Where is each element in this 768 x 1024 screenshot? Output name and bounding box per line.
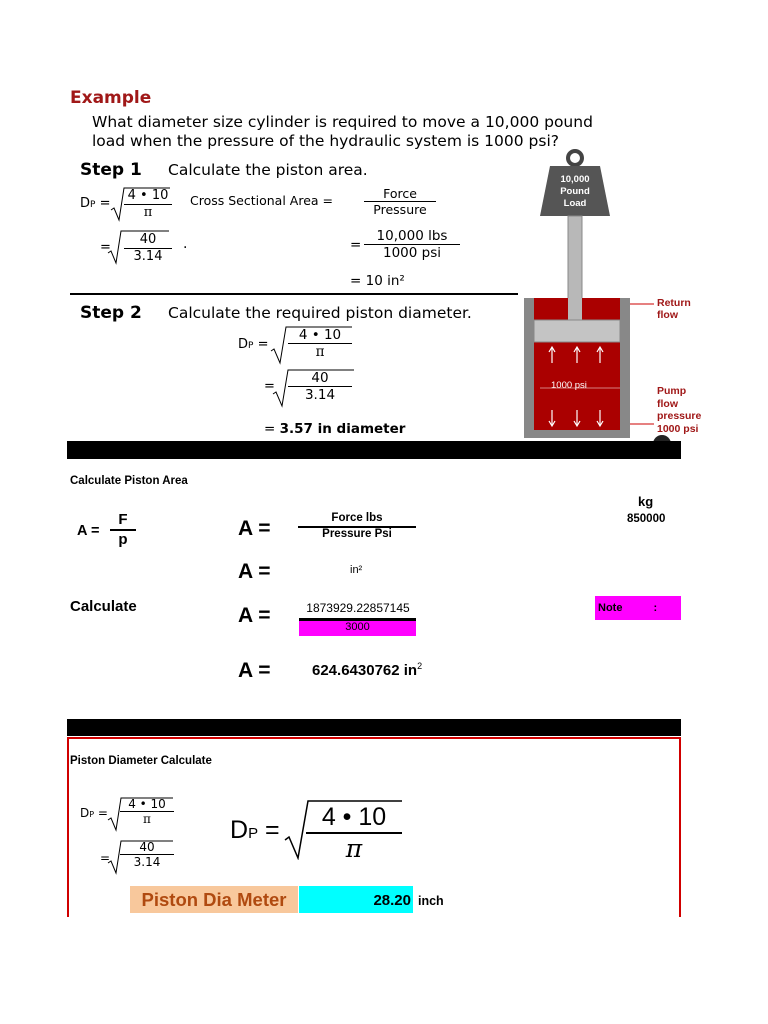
- equals-sign: =: [350, 237, 362, 253]
- return-flow-label: Return flow: [657, 297, 691, 321]
- load-label: 10,000 Pound Load: [560, 174, 590, 209]
- area-formula: A =: [77, 523, 100, 539]
- calculate-label: Calculate: [70, 598, 137, 615]
- pump-flow-label: Pump flow pressure 1000 psi: [657, 385, 702, 435]
- dp-formula-step2: DP =: [238, 337, 269, 352]
- question-line-2: load when the pressure of the hydraulic system is 1000 psi?: [92, 132, 559, 150]
- area-section-title: Calculate Piston Area: [70, 475, 188, 487]
- calc-denominator[interactable]: 3000: [299, 621, 416, 636]
- f-over-p-fraction: $\frac{F}{p}$: [110, 511, 136, 549]
- inner-pressure-label: 1000 psi: [551, 380, 587, 391]
- force-pressure-fraction: Force Pressure: [364, 186, 436, 217]
- step2-label: Step 2: [80, 303, 142, 323]
- fraction-4x10-pi: $\frac{4 • 10}{\pi}$: [288, 327, 352, 360]
- example-heading: Example: [70, 88, 152, 108]
- fraction-4x10-pi: $\frac{4 • 10}{\pi}$: [124, 188, 172, 220]
- step2-text: Calculate the required piston diameter.: [168, 304, 472, 322]
- fraction-40-314: $\frac{40}{3.14}$: [120, 840, 174, 870]
- fraction-40-314: $\frac{40}{3.14}$: [124, 232, 172, 264]
- section-divider-bar-2: [67, 719, 681, 736]
- dp-subscript: P: [90, 200, 96, 210]
- a-equals-3: A =: [238, 604, 271, 627]
- diameter-section-title: Piston Diameter Calculate: [70, 755, 212, 767]
- a-equals-2: A =: [238, 560, 271, 583]
- area-result-value: 624.6430762 $in^2$: [312, 661, 423, 679]
- a-equals-4: A =: [238, 659, 271, 682]
- fraction-4x10-pi-large: $\frac{4 • 10}{\pi}$: [306, 802, 402, 864]
- lbs-psi-fraction: 10,000 lbs 1000 psi: [364, 228, 460, 261]
- question-line-1: What diameter size cylinder is required to move a 10,000 pound: [92, 113, 593, 131]
- diameter-result: = 3.57 in diameter: [264, 421, 406, 437]
- section-divider-bar: [67, 441, 681, 459]
- unit-kg: kg: [638, 494, 654, 509]
- equals-sign: =: [100, 240, 111, 255]
- kg-value[interactable]: 850000: [627, 513, 666, 525]
- unit-in2: in²: [350, 564, 363, 576]
- dp-formula-large: DP =: [230, 816, 280, 844]
- csa-label: Cross Sectional Area =: [190, 193, 334, 208]
- dp-symbol: D: [80, 196, 91, 211]
- force-pressure-psi-fraction: Force lbs Pressure Psi: [298, 512, 416, 542]
- step1-text: Calculate the piston area.: [168, 161, 368, 179]
- piston-dia-unit: inch: [418, 894, 444, 908]
- dp-formula-step1: [80, 196, 111, 211]
- step-divider: [70, 293, 518, 295]
- calc-numerator[interactable]: 1873929.22857145: [306, 601, 410, 615]
- equals-sign: =: [264, 379, 275, 394]
- note-label: Note: [598, 602, 623, 614]
- fraction-40-314: $\frac{40}{3.14}$: [288, 370, 352, 403]
- piston-dia-value[interactable]: 28.20: [299, 886, 413, 913]
- step1-label: Step 1: [80, 160, 142, 180]
- equals-sign: =: [99, 196, 111, 211]
- area-result: = 10 in²: [350, 273, 405, 289]
- equals-sign: =: [100, 851, 111, 865]
- a-equals-1: A =: [238, 517, 271, 540]
- dp-formula-small: DP =: [80, 806, 108, 820]
- fraction-4x10-pi: $\frac{4 • 10}{\pi}$: [120, 797, 174, 827]
- dot-mark: .: [183, 236, 188, 252]
- note-box[interactable]: [595, 596, 681, 620]
- note-colon: :: [653, 602, 658, 614]
- piston-dia-label: Piston Dia Meter: [130, 886, 298, 913]
